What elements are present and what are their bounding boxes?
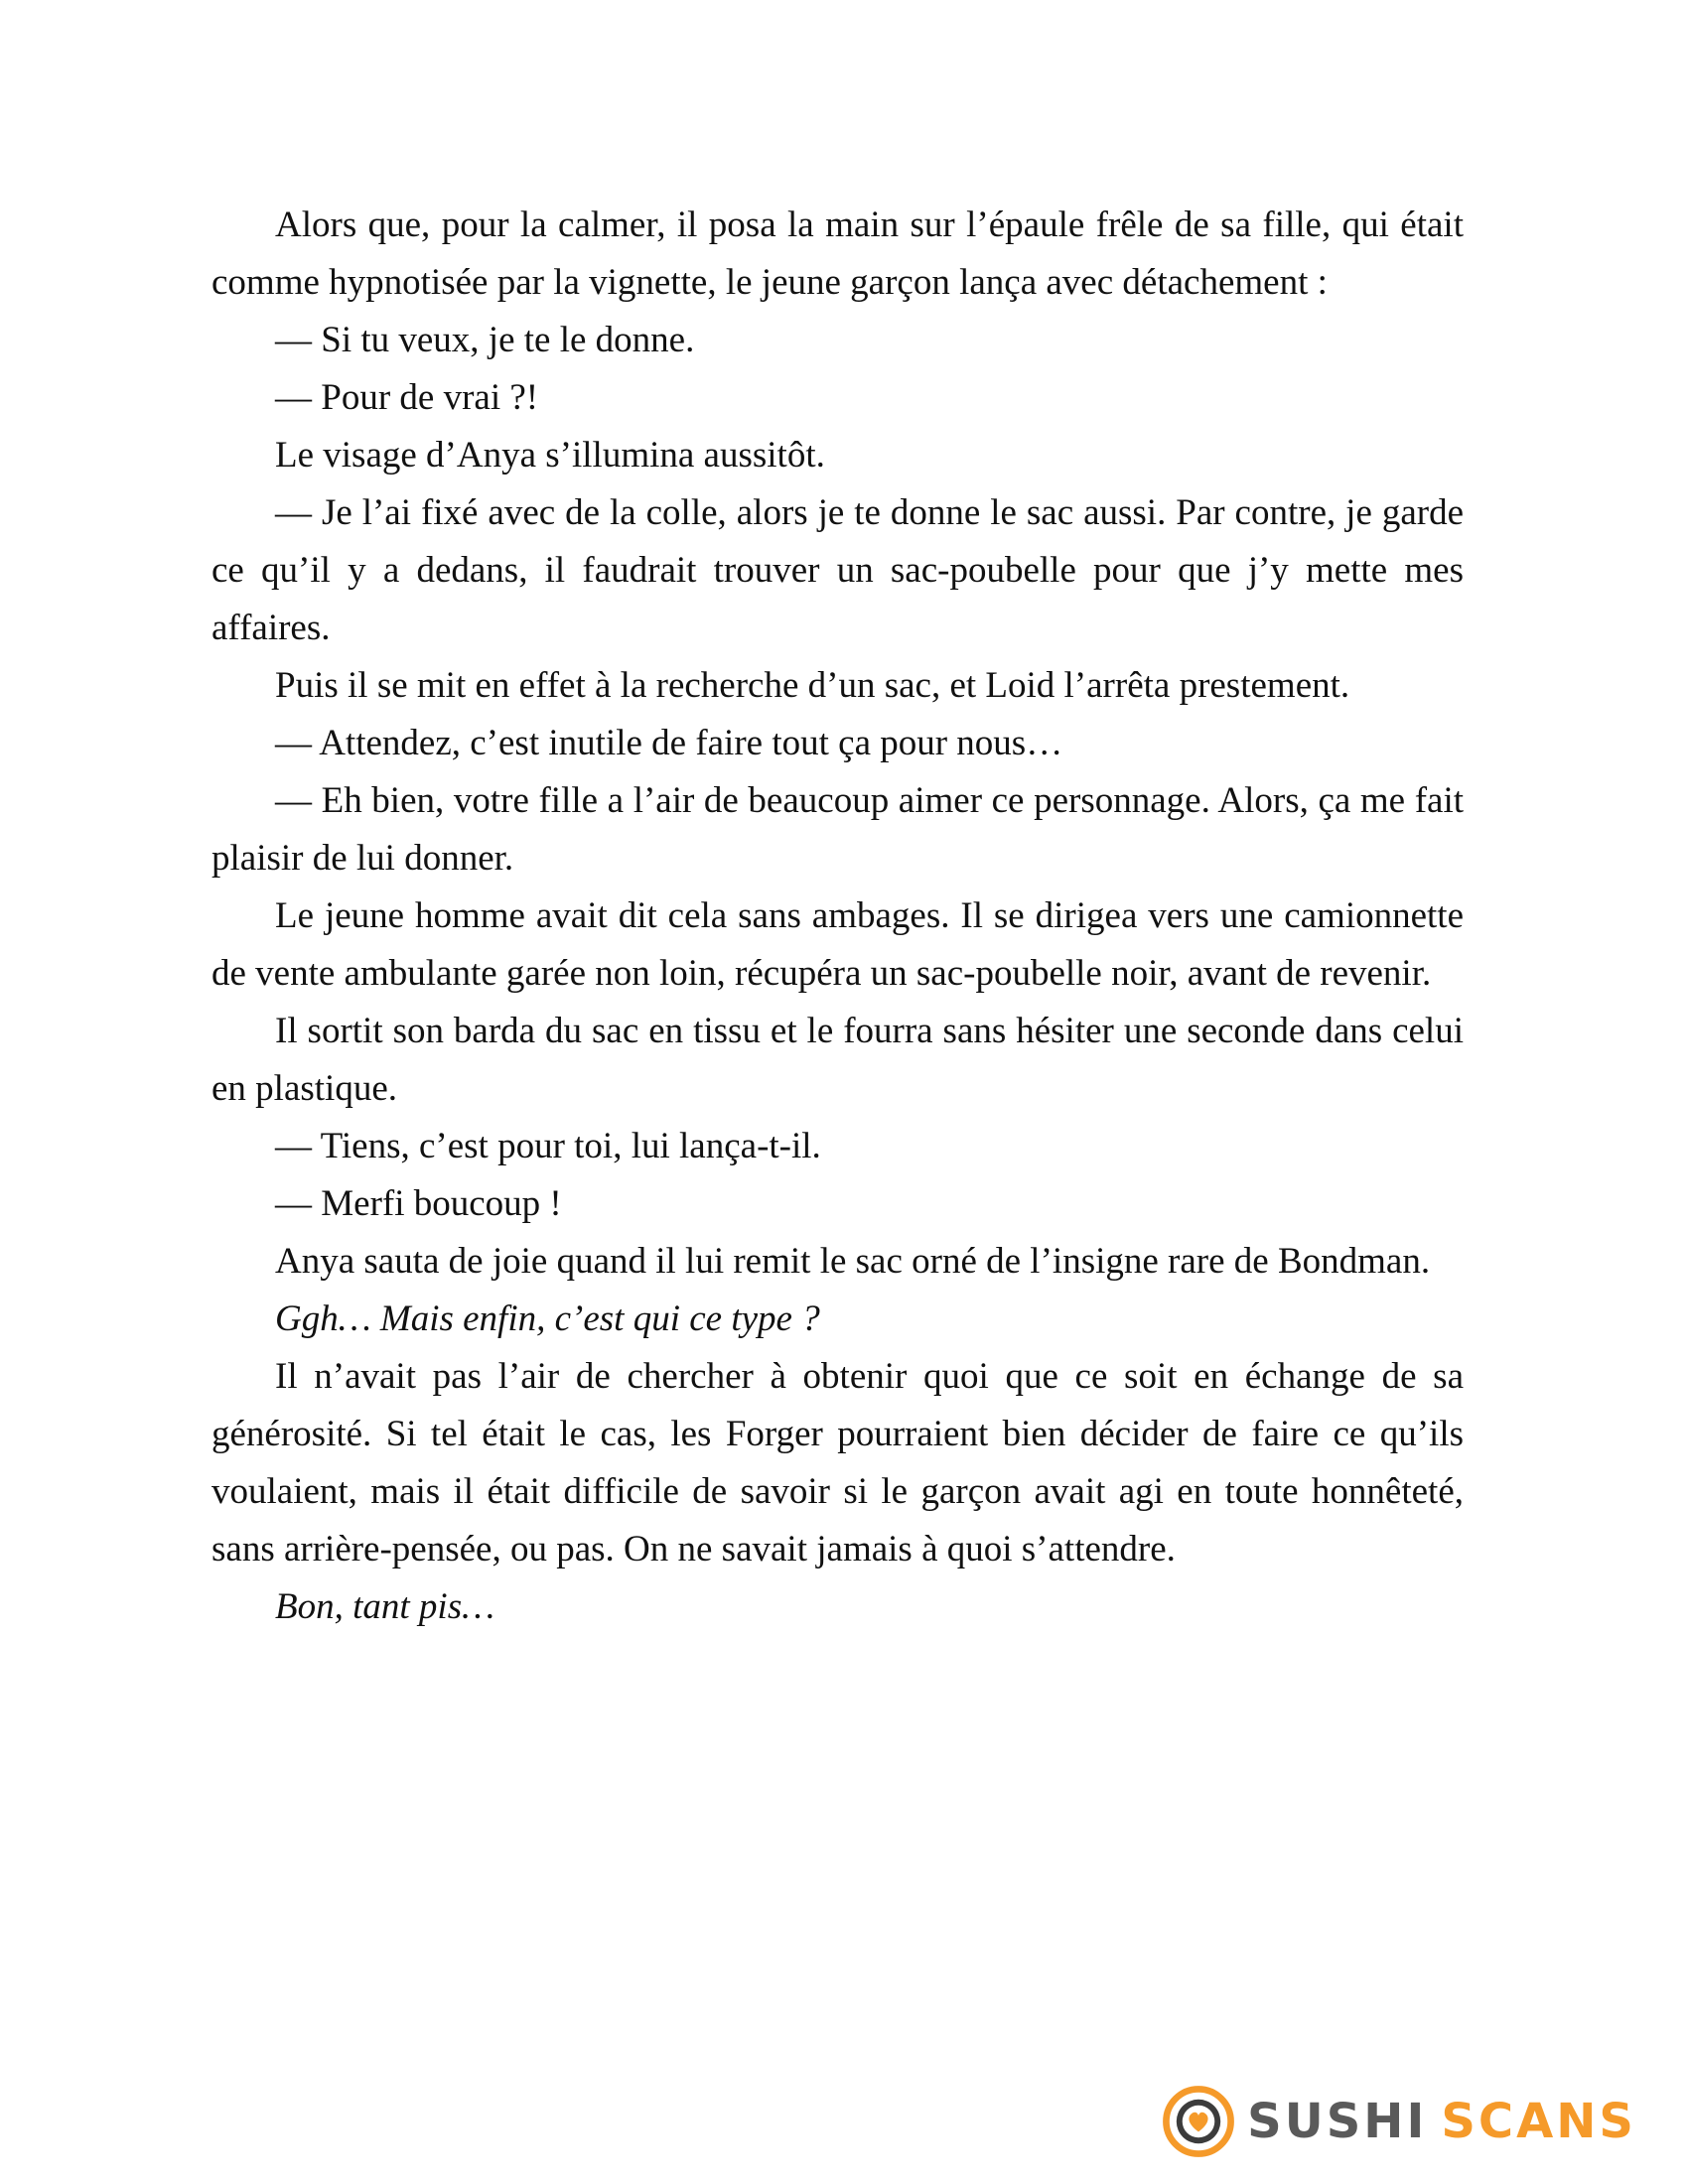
paragraph-9: Le jeune homme avait dit cela sans ambages. Il se dirigea vers une camionnette de vente ambulante garée non loin, récupéra un sac-poubelle noir, avant de revenir. — [211, 895, 1464, 994]
paragraph-12: — Merfi boucoup ! — [275, 1183, 562, 1224]
paragraph-5: — Je l’ai fixé avec de la colle, alors je te donne le sac aussi. Par contre, je garde ce qu’il y a dedans, il faudrait trouver un sac-poubelle pour que j’y mette mes affaires. — [211, 492, 1464, 648]
paragraph-11: — Tiens, c’est pour toi, lui lança-t-il. — [275, 1126, 821, 1166]
paragraph-7: — Attendez, c’est inutile de faire tout ça pour nous… — [275, 723, 1063, 763]
sushi-scans-watermark — [1162, 2085, 1636, 2158]
page-text — [211, 197, 1464, 1636]
paragraph-15: Il n’avait pas l’air de chercher à obtenir quoi que ce soit en échange de sa générosité. Si tel était le cas, les Forger pourraient bien décider de faire ce qu’ils voulaient, mais il était difficile de savoir si le garçon avait agi en toute honnêteté, sans arrière-pensée, ou pas. On ne savait jamais à quoi s’attendre. — [211, 1356, 1464, 1570]
paragraph-14-thought: Ggh… Mais enfin, c’est qui ce type ? — [275, 1298, 820, 1339]
watermark-word-sushi: SUSHI — [1247, 2094, 1428, 2149]
paragraph-1: Alors que, pour la calmer, il posa la main sur l’épaule frêle de sa fille, qui était comme hypnotisée par la vignette, le jeune garçon lança avec détachement : — [211, 205, 1464, 303]
paragraph-10: Il sortit son barda du sac en tissu et le fourra sans hésiter une seconde dans celui en plastique. — [211, 1011, 1464, 1109]
watermark-text — [1247, 2094, 1636, 2149]
paragraph-6: Puis il se mit en effet à la recherche d’un sac, et Loid l’arrêta prestement. — [275, 665, 1350, 706]
paragraph-2: — Si tu veux, je te le donne. — [275, 320, 695, 360]
paragraph-3: — Pour de vrai ?! — [275, 377, 539, 418]
paragraph-16-thought: Bon, tant pis… — [275, 1586, 494, 1627]
paragraph-8: — Eh bien, votre fille a l’air de beaucoup aimer ce personnage. Alors, ça me fait plaisir de lui donner. — [211, 780, 1464, 879]
sushi-logo-icon — [1162, 2085, 1235, 2158]
watermark-word-scans: SCANS — [1441, 2094, 1636, 2149]
paragraph-4: Le visage d’Anya s’illumina aussitôt. — [275, 435, 825, 476]
paragraph-13: Anya sauta de joie quand il lui remit le sac orné de l’insigne rare de Bondman. — [275, 1241, 1431, 1282]
